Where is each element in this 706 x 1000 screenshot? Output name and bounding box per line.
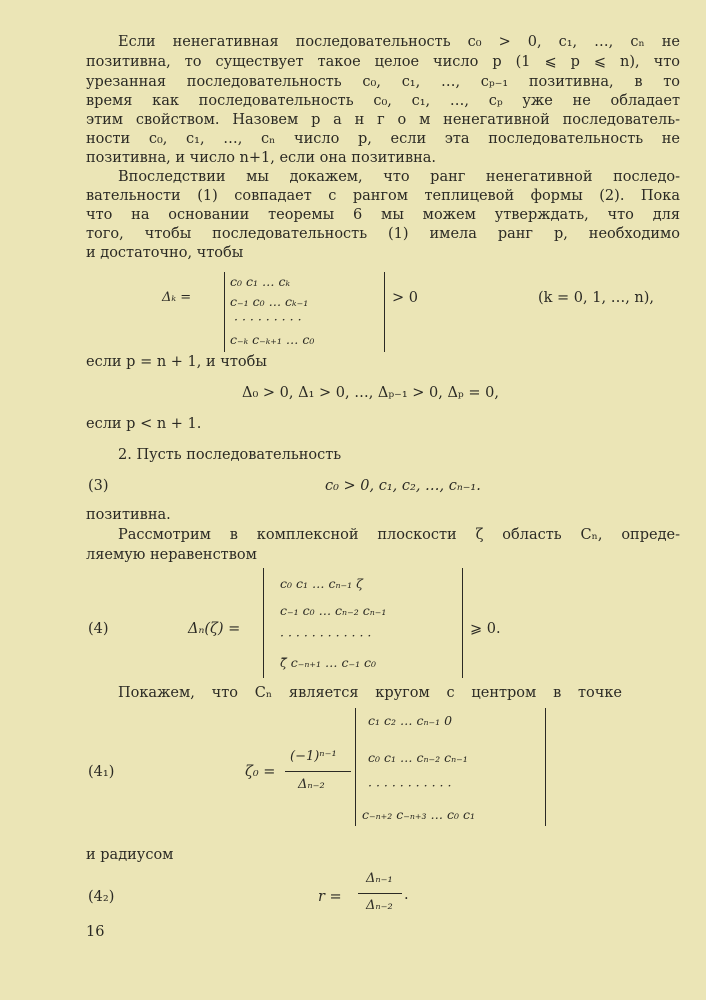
text-line: что на основании теоремы 6 мы можем утверждать, что для (86, 207, 680, 223)
det-bar-left (224, 272, 225, 352)
det-bar-left (355, 708, 356, 826)
fraction-numerator: Δₙ₋₁ (366, 871, 393, 886)
det-row: c₀ c₁ … cₙ₋₂ cₙ₋₁ (368, 750, 468, 765)
det-row: c₋ₙ₊₂ c₋ₙ₊₃ … c₀ c₁ (362, 807, 475, 822)
text-line: время как последовательность c₀, c₁, …, cₚ уже не обладает (86, 93, 680, 109)
fraction-numerator: (−1)ⁿ⁻¹ (290, 749, 337, 764)
deltas-condition: Δ₀ > 0, Δ₁ > 0, …, Δₚ₋₁ > 0, Δₚ = 0, (242, 385, 499, 401)
det-lhs: Δₙ(ζ) = (188, 621, 241, 637)
equation-label: (4₂) (88, 889, 115, 905)
det-row: · · · · · · · · · (234, 312, 302, 327)
text-line: позитивна, то существует такое целое число p (1 ⩽ p ⩽ n), что (86, 54, 680, 70)
text-line: позитивна. (86, 507, 171, 523)
det-row: c₀ c₁ … cₖ (230, 274, 291, 289)
text-line: и достаточно, чтобы (86, 245, 244, 261)
equation-label: (3) (88, 478, 109, 494)
det-bar-right (384, 272, 385, 352)
det-bar-left (263, 568, 264, 678)
text-line: позитивна, и число n+1, если она позитивна. (86, 150, 437, 166)
text-line: и радиусом (86, 847, 174, 863)
section-heading: 2. Пусть последовательность (118, 447, 342, 463)
equation-3: c₀ > 0, c₁, c₂, …, cₙ₋₁. (325, 478, 481, 494)
page-number: 16 (86, 924, 105, 940)
text-line: того, чтобы последовательность (1) имела ранг p, необходимо (86, 226, 680, 242)
text-line: Если ненегативная последовательность c₀ > 0, c₁, …, cₙ не (118, 34, 680, 50)
eq-lhs: ζ₀ = (245, 764, 276, 780)
text-line: Рассмотрим в комплексной плоскости ζ область Cₙ, опреде- (118, 527, 680, 543)
text-line: урезанная последовательность c₀, c₁, …, cₚ₋₁ позитивна, в то (86, 74, 680, 90)
fraction-denominator: Δₙ₋₂ (298, 777, 325, 792)
det-bar-right (545, 708, 546, 826)
text-line: Впоследствии мы докажем, что ранг ненегативной последо- (118, 169, 680, 185)
det-rhs: ⩾ 0. (470, 621, 501, 637)
det-row: · · · · · · · · · · · (368, 778, 452, 793)
text-line: этим свойством. Назовем р а н г о м ненегативной последователь- (86, 112, 680, 128)
det-bar-right (462, 568, 463, 678)
text-line: ляемую неравенством (86, 547, 257, 563)
fraction-line (285, 771, 351, 772)
det-row: c₋₁ c₀ … cₙ₋₂ cₙ₋₁ (280, 603, 387, 618)
det-row: c₋ₖ c₋ₖ₊₁ … c₀ (230, 332, 315, 347)
det-condition: (k = 0, 1, …, n), (538, 290, 655, 306)
det-row: c₋₁ c₀ … cₖ₋₁ (230, 294, 309, 309)
text-line: Покажем, что Cₙ является кругом с центром в точке (118, 685, 622, 701)
fraction-line (358, 893, 402, 894)
eq-lhs: r = (318, 889, 342, 905)
text-line: вательности (1) совпадает с рангом теплицевой формы (2). Пока (86, 188, 680, 204)
equation-label: (4) (88, 621, 109, 637)
det-row: c₀ c₁ … cₙ₋₁ ζ (280, 576, 363, 591)
det-rhs: > 0 (392, 290, 418, 306)
text-line: ности c₀, c₁, …, cₙ число p, если эта последовательность не (86, 131, 680, 147)
det-row: · · · · · · · · · · · · (280, 628, 372, 643)
eq-tail: . (404, 887, 409, 903)
text-line: если p < n + 1. (86, 416, 202, 432)
det-row: c₁ c₂ … cₙ₋₁ 0 (368, 713, 453, 728)
det-row: ζ̄ c₋ₙ₊₁ … c₋₁ c₀ (280, 655, 377, 670)
fraction-denominator: Δₙ₋₂ (366, 898, 393, 913)
text-line: если p = n + 1, и чтобы (86, 354, 267, 370)
equation-label: (4₁) (88, 764, 115, 780)
det-lhs: Δₖ = (162, 290, 192, 305)
